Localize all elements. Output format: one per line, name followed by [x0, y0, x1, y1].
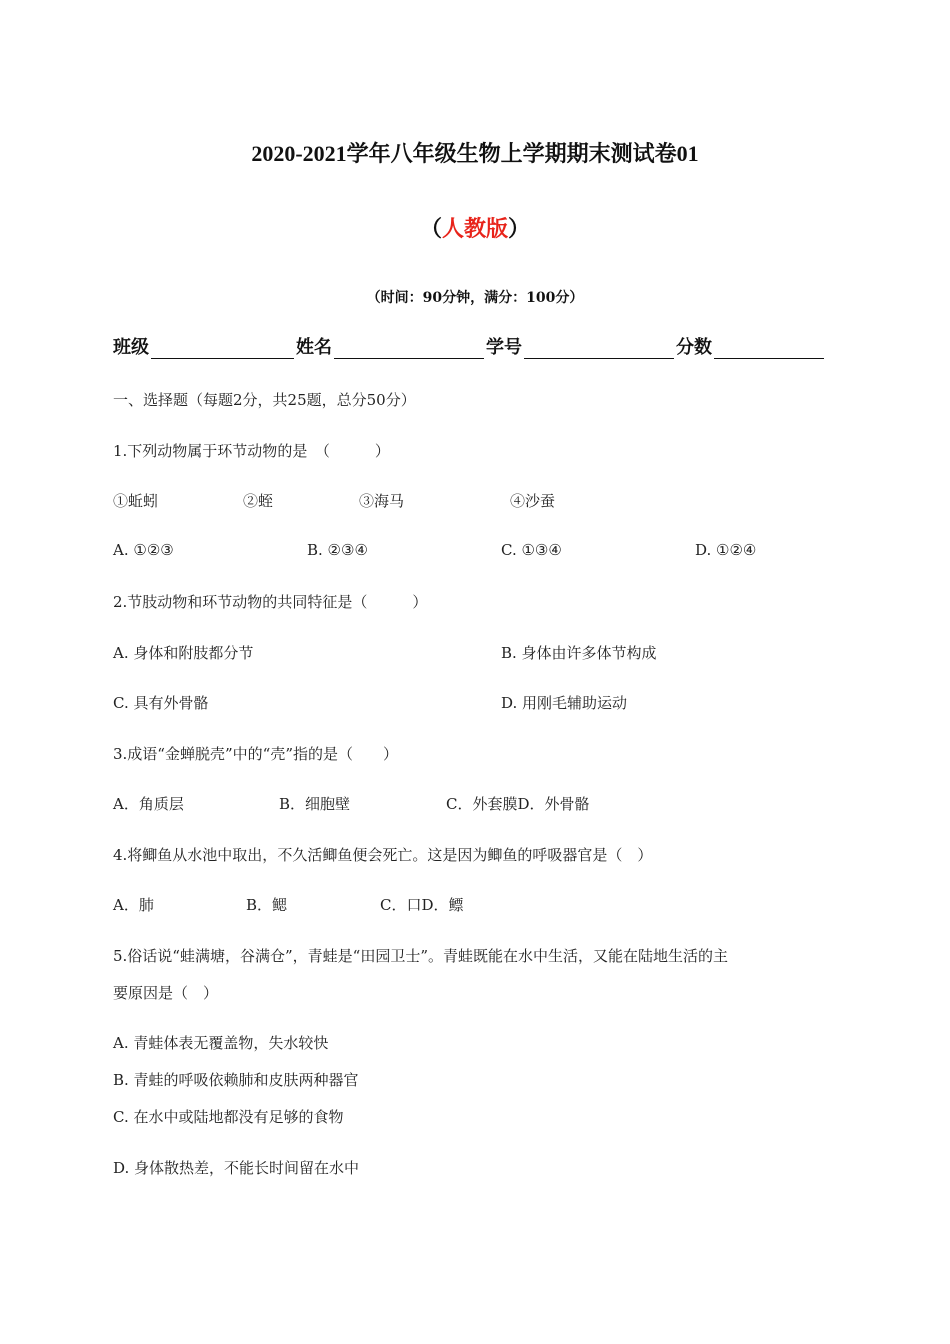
question-1-option-d[interactable]: D. ①②④: [695, 541, 757, 559]
question-1-option-b[interactable]: B. ②③④: [307, 541, 368, 559]
question-1-option-c[interactable]: C. ①③④: [501, 541, 562, 559]
number-blank[interactable]: [524, 338, 674, 359]
question-5-option-b[interactable]: B. 青蛙的呼吸依赖肺和皮肤两种器官: [113, 1071, 359, 1089]
question-2-option-c[interactable]: C. 具有外骨骼: [113, 694, 209, 712]
score-blank[interactable]: [714, 338, 824, 359]
edition-label: [0, 212, 950, 243]
edition-close-paren: ）: [508, 216, 531, 242]
question-4-option-a[interactable]: A．肺: [113, 896, 154, 914]
question-2-option-d[interactable]: D. 用刚毛辅助运动: [501, 694, 628, 712]
question-3-stem: 3.成语“金蝉脱壳”中的“壳”指的是（ ）: [113, 745, 398, 763]
class-label: 班级: [113, 337, 149, 358]
question-4-stem: 4.将鲫鱼从水池中取出，不久活鲫鱼便会死亡。这是因为鲫鱼的呼吸器官是（ ）: [113, 846, 653, 864]
class-blank[interactable]: [151, 338, 294, 359]
question-1-stem: 1.下列动物属于环节动物的是 （ ）: [113, 442, 390, 460]
question-2-stem: 2.节肢动物和环节动物的共同特征是（ ）: [113, 593, 428, 611]
question-1-item-1: ①蚯蚓: [113, 492, 159, 510]
question-5-option-c[interactable]: C. 在水中或陆地都没有足够的食物: [113, 1108, 344, 1126]
time-info: （时间：90分钟，满分：100分）: [366, 290, 584, 306]
edition-name: 人教版: [441, 216, 508, 242]
question-4-option-b[interactable]: B．鳃: [246, 896, 288, 914]
name-label: 姓名: [296, 337, 332, 358]
question-1-item-4: ④沙蚕: [510, 492, 556, 510]
question-3-option-cd[interactable]: C．外套膜D．外骨骼: [446, 795, 590, 813]
question-3-option-b[interactable]: B．细胞壁: [279, 795, 351, 813]
question-3-option-a[interactable]: A．角质层: [113, 795, 184, 813]
score-label: 分数: [676, 337, 712, 358]
student-info-row: [113, 333, 826, 359]
exam-title: 2020-2021学年八年级生物上学期期末测试卷01: [251, 141, 699, 166]
question-5-option-a[interactable]: A. 青蛙体表无覆盖物，失水较快: [113, 1034, 329, 1052]
name-blank[interactable]: [334, 338, 484, 359]
question-5-option-d[interactable]: D. 身体散热差，不能长时间留在水中: [113, 1159, 360, 1177]
number-label: 学号: [486, 337, 522, 358]
question-4-option-cd[interactable]: C．口D．鳔: [380, 896, 464, 914]
question-2-option-a[interactable]: A. 身体和附肢都分节: [113, 644, 254, 662]
section-heading: 一、选择题（每题2分，共25题，总分50分）: [113, 391, 416, 409]
question-1-item-2: ②蛭: [243, 492, 274, 510]
edition-open-paren: （: [419, 216, 442, 242]
question-5-stem-line1: 5.俗话说“蛙满塘，谷满仓”，青蛙是“田园卫士”。青蛙既能在水中生活，又能在陆地生活的主: [113, 947, 728, 965]
question-5-stem-line2: 要原因是（ ）: [113, 984, 219, 1002]
question-1-option-a[interactable]: A. ①②③: [113, 541, 174, 559]
question-1-item-3: ③海马: [359, 492, 405, 510]
question-2-option-b[interactable]: B. 身体由许多体节构成: [501, 644, 657, 662]
